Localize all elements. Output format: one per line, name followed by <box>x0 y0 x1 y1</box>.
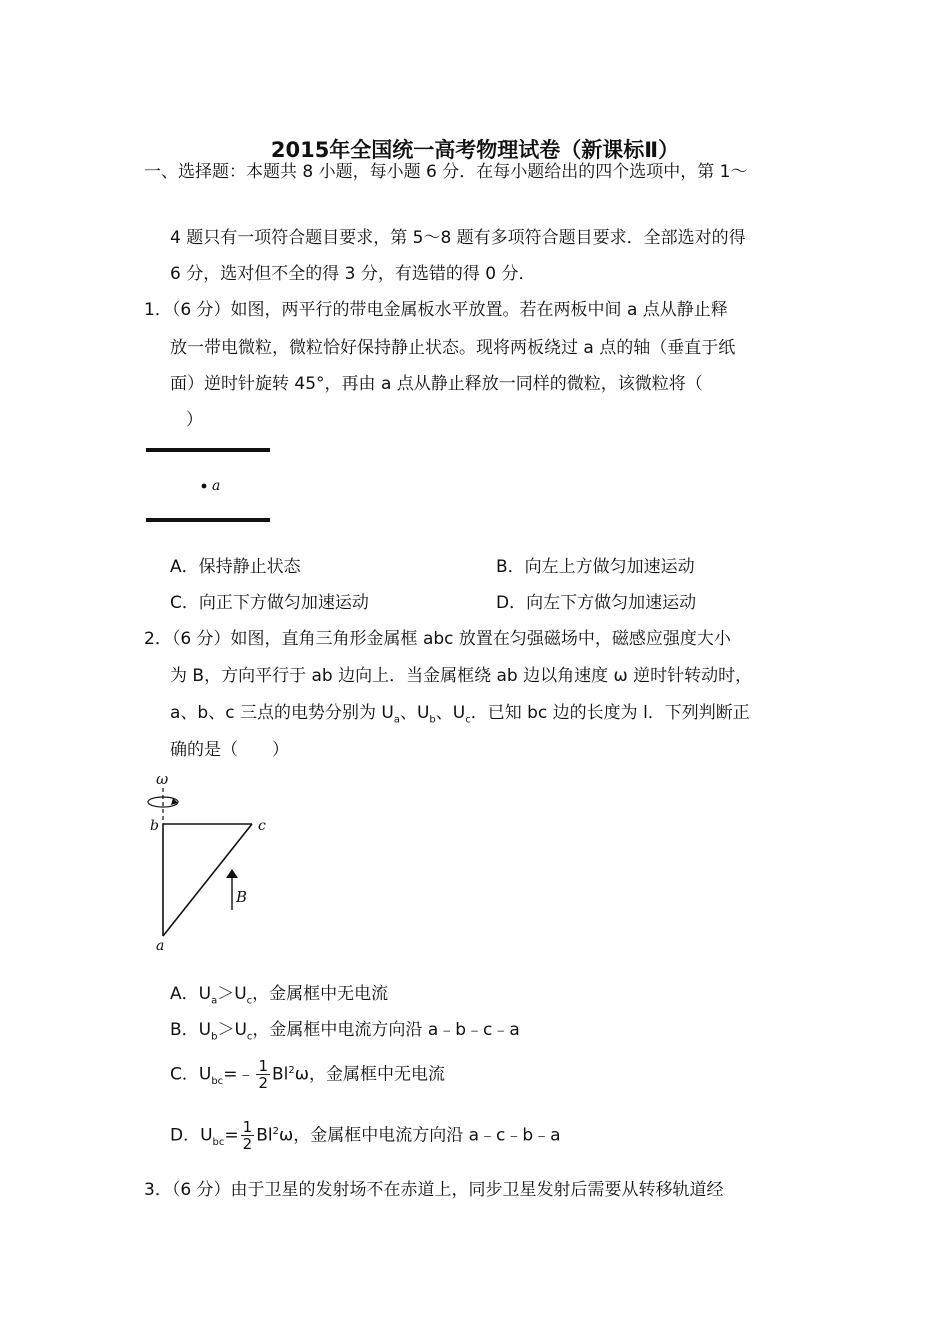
point-a-label: a <box>212 478 221 494</box>
q1-plates-figure <box>140 440 280 530</box>
q1-option-c[interactable]: C．向正下方做匀加速运动 <box>170 593 369 613</box>
q2-triangle-figure <box>140 768 290 953</box>
q3-stem-line1: 3．（6 分）由于卫星的发射场不在赤道上，同步卫星发射后需要从转移轨道经 <box>144 1180 724 1200</box>
fraction-one-half: $\frac{1}{2}$ <box>258 1057 268 1092</box>
section-intro-line2: 4 题只有一项符合题目要求，第 5～8 题有多项符合题目要求．全部选对的得 <box>170 228 746 248</box>
field-arrowhead-icon <box>226 869 238 878</box>
q1-stem-line1: 1．（6 分）如图，两平行的带电金属板水平放置。若在两板中间 a 点从静止释 <box>144 300 728 320</box>
section-intro-line3: 6 分，选对但不全的得 3 分，有选错的得 0 分． <box>170 264 536 284</box>
q2-stem-line3: a、b、c 三点的电势分别为 $U_a$、$U_b$、$U_c$．已知 bc 边的长度为 l．下列判断正 <box>170 703 750 726</box>
side-ac <box>163 824 252 936</box>
omega-label: ω <box>156 770 169 788</box>
q2-option-c[interactable]: C．$U_{bc}=﹣$ $\frac{1}{2}$ Bl$^2$ω，金属框中无电流 <box>170 1057 445 1092</box>
q1-option-b[interactable]: B．向左上方做匀加速运动 <box>496 557 695 577</box>
q2-stem-line1: 2．（6 分）如图，直角三角形金属框 abc 放置在匀强磁场中，磁感应强度大小 <box>144 629 731 649</box>
q1-stem-line2: 放一带电微粒，微粒恰好保持静止状态。现将两板绕过 a 点的轴（垂直于纸 <box>170 338 736 358</box>
fraction-one-half: $\frac{1}{2}$ <box>242 1118 253 1153</box>
q1-option-d[interactable]: D．向左下方做匀加速运动 <box>496 593 697 613</box>
vertex-c-label: c <box>258 818 266 834</box>
vertex-b-label: b <box>150 818 159 834</box>
q2-stem-line4: 确的是（ ） <box>170 740 289 760</box>
q1-option-a[interactable]: A．保持静止状态 <box>170 557 301 577</box>
vertex-a-label: a <box>156 938 165 953</box>
page-title: 2015年全国统一高考物理试卷（新课标Ⅱ） <box>270 138 680 162</box>
q2-stem-line2: 为 B，方向平行于 ab 边向上．当金属框绕 ab 边以角速度 ω 逆时针转动时， <box>170 666 753 686</box>
q1-stem-line3: 面）逆时针旋转 45°，再由 a 点从静止释放一同样的微粒，该微粒将（ <box>170 374 703 394</box>
q1-stem-line4: ） <box>186 410 203 430</box>
field-b-label: B <box>236 888 248 906</box>
section-intro-line1: 一、选择题：本题共 8 小题，每小题 6 分．在每小题给出的四个选项中，第 1～ <box>144 162 748 182</box>
q2-option-a[interactable]: A．$U_a>U_c$，金属框中无电流 <box>170 984 389 1007</box>
point-a <box>202 484 207 489</box>
q2-option-d[interactable]: D．$U_{bc}=$ $\frac{1}{2}$ Bl$^2$ω，金属框中电流方向沿 a﹣c﹣b﹣a <box>170 1118 561 1153</box>
q2-option-b[interactable]: B．$U_b>U_c$，金属框中电流方向沿 a﹣b﹣c﹣a <box>170 1020 520 1043</box>
